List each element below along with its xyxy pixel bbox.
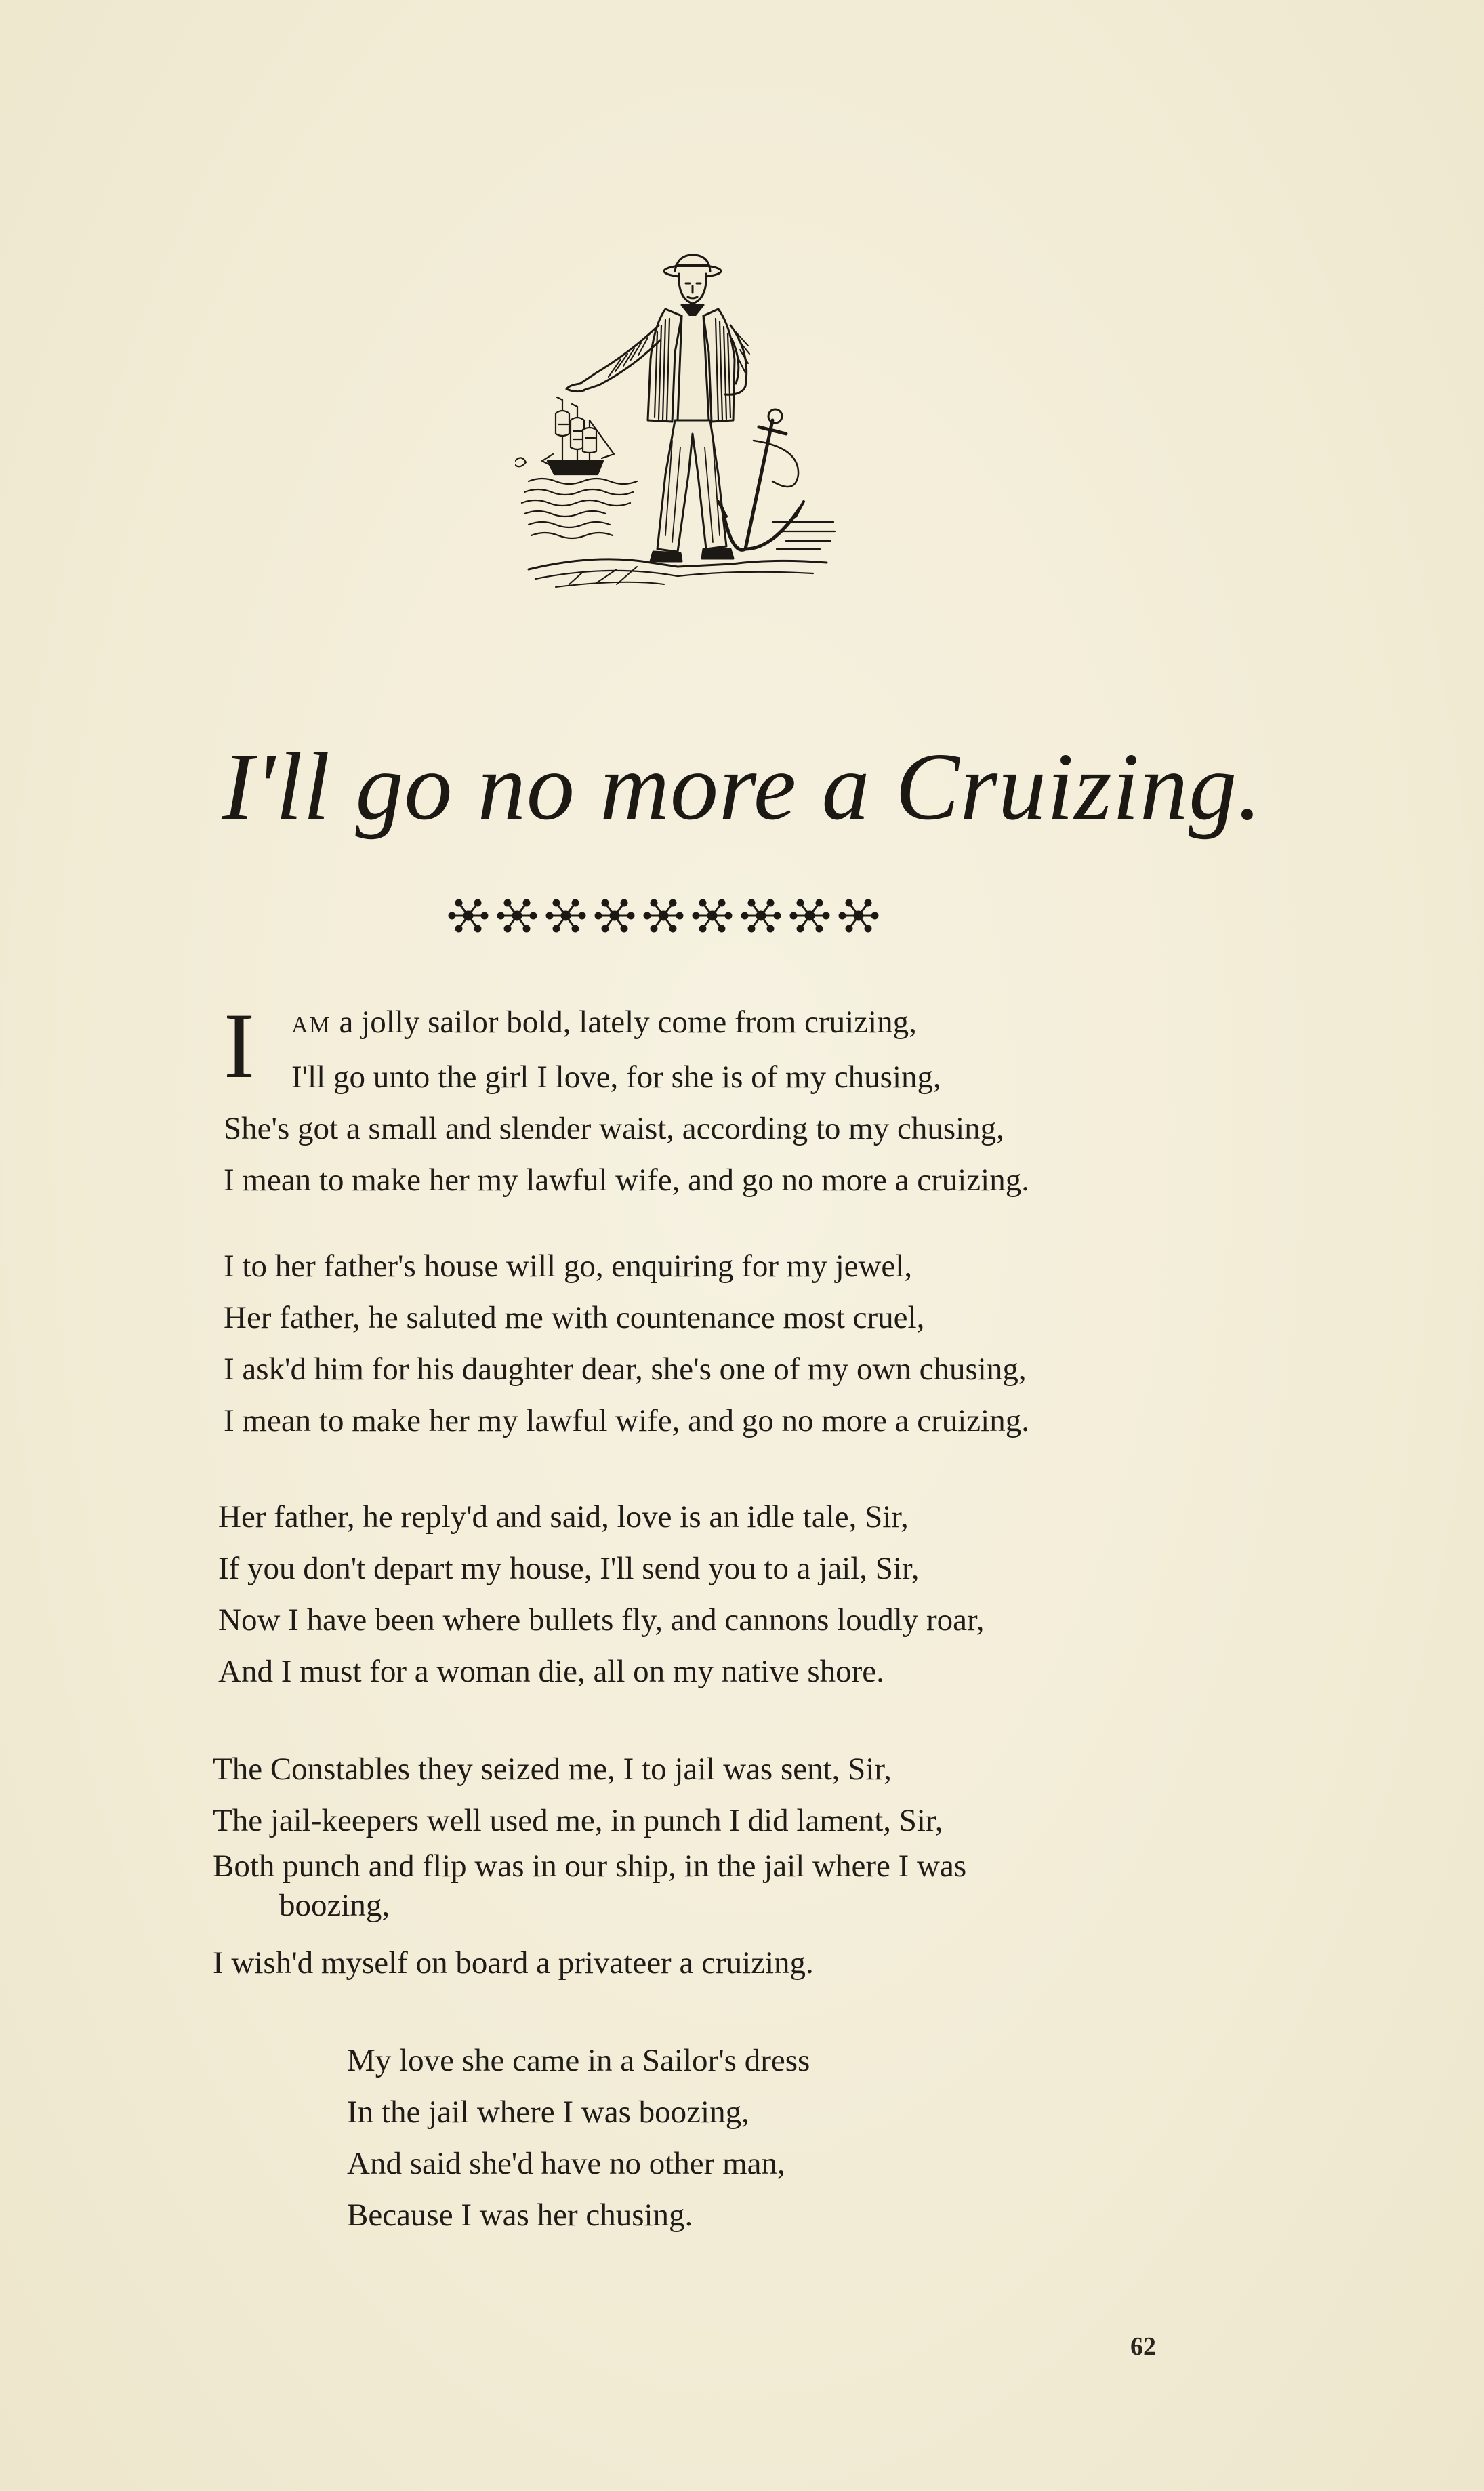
verse-line: I to her father's house will go, enquiring for my jewel, [224, 1249, 913, 1284]
drop-cap: I [224, 994, 255, 1097]
poem-title: I'll go no more a Cruizing. [222, 733, 1262, 840]
sailor-woodcut-icon [515, 251, 840, 603]
verse-line: And I must for a woman die, all on my native shore. [218, 1654, 884, 1689]
verse-line: And said she'd have no other man, [347, 2146, 785, 2181]
verse-text: a jolly sailor bold, lately come from cruizing, [339, 1005, 917, 1040]
verse-line: Because I was her chusing. [347, 2198, 693, 2233]
verse-line: My love she came in a Sailor's dress [347, 2043, 810, 2078]
verse-line: If you don't depart my house, I'll send you to a jail, Sir, [218, 1551, 920, 1586]
stanza-4 [213, 1743, 1189, 1989]
verse-line: In the jail where I was boozing, [347, 2094, 749, 2130]
verse-line: Now I have been where bullets fly, and cannons loudly roar, [218, 1602, 985, 1638]
verse-line: I mean to make her my lawful wife, and go no more a cruizing. [224, 1162, 1029, 1198]
page-number: 62 [1130, 2332, 1156, 2361]
verse-line: Her father, he saluted me with countenance most cruel, [224, 1300, 925, 1335]
verse-line: Her father, he reply'd and said, love is an idle tale, Sir, [218, 1499, 909, 1535]
verse-line: I ask'd him for his daughter dear, she's one of my own chusing, [224, 1352, 1027, 1387]
stanza-2 [224, 1240, 1199, 1446]
verse-line: Both punch and flip was in our ship, in the jail where I was [213, 1848, 967, 1884]
verse-line: The jail-keepers well used me, in punch I did lament, Sir, [213, 1803, 943, 1838]
verse-line-continuation: boozing, [279, 1888, 390, 1923]
verse-line: The Constables they seized me, I to jail was sent, Sir, [213, 1751, 892, 1787]
stanza-5 [347, 2035, 1323, 2241]
asterism-ornament-icon [444, 895, 898, 937]
stanza-1 [224, 996, 1199, 1206]
verse-line: I wish'd myself on board a privateer a cruizing. [213, 1945, 814, 1981]
stanza-3 [218, 1491, 1194, 1697]
small-caps-word: AM [291, 1013, 331, 1038]
verse-line: I'll go unto the girl I love, for she is of my chusing, [291, 1059, 941, 1095]
verse-line: I mean to make her my lawful wife, and go no more a cruizing. [224, 1403, 1029, 1438]
verse-line: She's got a small and slender waist, according to my chusing, [224, 1111, 1004, 1146]
